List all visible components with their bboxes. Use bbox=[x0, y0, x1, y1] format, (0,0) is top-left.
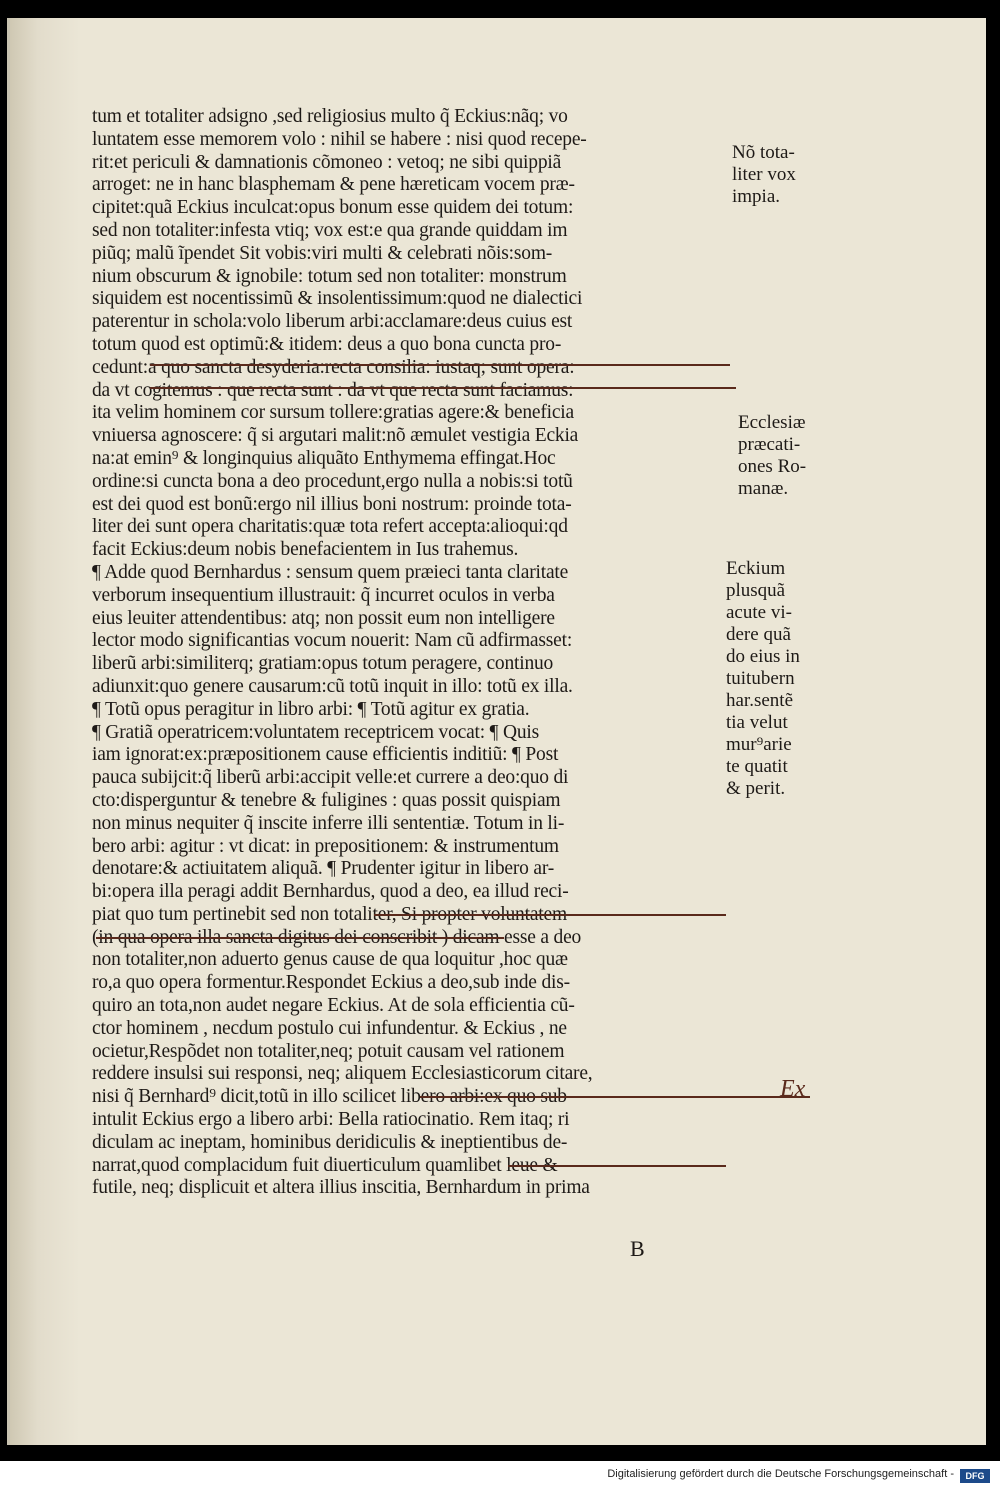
text-line: intulit Eckius ergo a libero arbi: Bella ratiocinatio. Rem itaq; ri bbox=[92, 1109, 570, 1131]
text-line: vniuersa agnoscere: q̃ si argutari malit:nõ æmulet vestigia Eckia bbox=[92, 425, 579, 447]
text-line: liberũ arbi:similiterq; gratiam:opus totum peragere, continuo bbox=[92, 653, 554, 675]
text-line: arroget: ne in hanc blasphemam & pene hæreticam vocem præ- bbox=[92, 174, 575, 196]
margin-note-line: manæ. bbox=[738, 478, 789, 499]
handwritten-underline bbox=[508, 1165, 726, 1167]
text-line: ctor hominem , necdum postulo cui infundentur. & Eckius , ne bbox=[92, 1017, 567, 1039]
text-line: da vt cogitemus : que recta sunt : da vt que recta sunt faciamus: bbox=[92, 379, 574, 401]
footer-bar bbox=[0, 1461, 1000, 1491]
text-line: ordine:si cuncta bona a deo procedunt,ergo nulla a nobis:si totũ bbox=[92, 470, 573, 492]
margin-note-line: plusquã bbox=[726, 580, 786, 601]
text-line: cipitet:quã Eckius inculcat:opus bonum esse quidem dei totum: bbox=[92, 197, 574, 219]
text-line: eius leuiter attendentibus: atq; non possit eum non intelligere bbox=[92, 607, 555, 629]
text-line: liter dei sunt opera charitatis:quæ tota refert accepta:alioqui:qd bbox=[92, 516, 568, 538]
text-line: ro,a quo opera formentur.Respondet Eckius a deo,sub inde dis- bbox=[92, 972, 570, 994]
footer-credit: Digitalisierung gefördert durch die Deutsche Forschungsgemeinschaft - bbox=[607, 1468, 954, 1480]
margin-note-tota-liter bbox=[732, 142, 796, 208]
margin-note-line: impia. bbox=[732, 186, 781, 207]
text-line: non minus nequiter q̃ inscite inferre illi sententiæ. Totum in li- bbox=[92, 812, 565, 834]
margin-note-line: dere quã bbox=[726, 624, 791, 645]
dfg-logo: DFG bbox=[960, 1469, 990, 1483]
handwritten-underline bbox=[420, 1096, 810, 1098]
text-line: (in qua opera illa sancta digitus dei conscribit ) dicam esse a deo bbox=[92, 926, 582, 948]
handwritten-underline bbox=[150, 387, 736, 389]
text-line: bero arbi: agitur : vt dicat: in prepositionem: & instrumentum bbox=[92, 835, 559, 857]
margin-note-line: tia velut bbox=[726, 712, 788, 733]
signature-mark: B bbox=[630, 1236, 645, 1261]
text-line: narrat,quod complacidum fuit diuerticulum quamlibet leue & bbox=[92, 1154, 558, 1176]
text-line: ¶ Adde quod Bernhardus : sensum quem præieci tanta claritate bbox=[92, 561, 569, 583]
margin-note-line: liter vox bbox=[732, 164, 796, 185]
text-line: lector modo significantias vocum nouerit: Nam cũ adfirmasset: bbox=[92, 630, 573, 652]
text-line: nisi q̃ Bernhard⁹ dicit,totũ in illo scilicet libero arbi:ex quo sub- bbox=[92, 1086, 574, 1108]
handwritten-underline bbox=[96, 937, 504, 939]
text-line: denotare:& actiuitatem aliquã. ¶ Prudenter igitur in libero ar- bbox=[92, 858, 555, 880]
text-line: rit:et periculi & damnationis cõmoneo : vetoq; ne sibi quippiã bbox=[92, 151, 562, 173]
margin-note-eckium bbox=[726, 558, 800, 800]
text-line: sed non totaliter:infesta vtiq; vox est:e qua grande quiddam im bbox=[92, 219, 568, 241]
margin-note-line: acute vi- bbox=[726, 602, 792, 623]
text-line: ¶ Gratiã operatricem:voluntatem receptricem vocat: ¶ Quis bbox=[92, 721, 540, 743]
text-line: verborum insequentium illustrauit: q̃ incurret oculos in verba bbox=[92, 584, 555, 606]
margin-note-line: Ecclesiæ bbox=[738, 412, 806, 433]
page-binding-shadow bbox=[10, 18, 80, 1445]
margin-note-line: & perit. bbox=[726, 778, 786, 799]
text-line: totum quod est optimũ:& itidem: deus a quo bona cuncta pro- bbox=[92, 333, 562, 355]
margin-note-line: ones Ro- bbox=[738, 456, 807, 477]
margin-note-line: Eckium bbox=[726, 558, 786, 579]
text-line: ocietur,Respõdet non totaliter,neq; potuit causam vel rationem bbox=[92, 1040, 565, 1062]
margin-note-line: præcati- bbox=[738, 434, 801, 455]
margin-note-line: tuitubern bbox=[726, 668, 795, 689]
text-line: tum et totaliter adsigno ,sed religiosius multo q̃ Eckius:nãq; vo bbox=[92, 106, 568, 127]
margin-note-line: Nõ tota- bbox=[732, 142, 795, 163]
text-line: bi:opera illa peragi addit Bernhardus, quod a deo, ea illud reci- bbox=[92, 881, 569, 903]
margin-note-line: mur⁹arie bbox=[726, 734, 792, 755]
text-line: non totaliter,non aduerto genus cause de qua loquitur ,hoc quæ bbox=[92, 949, 568, 971]
text-line: reddere insulsi sui responsi, neq; aliquem Ecclesiasticorum citare, bbox=[92, 1063, 593, 1085]
margin-note-line: te quatit bbox=[726, 756, 788, 777]
text-line: na:at emin⁹ & longinquius aliquãto Enthymema effingat.Hoc bbox=[92, 447, 556, 469]
text-line: ita velim hominem cor sursum tollere:gratias agere:& beneficia bbox=[92, 402, 574, 424]
text-line: facit Eckius:deum nobis benefacientem in Ius trahemus. bbox=[92, 539, 519, 561]
text-line: siquidem est nocentissimũ & insolentissimum:quod ne dialectici bbox=[92, 288, 583, 310]
margin-note-line: do eius in bbox=[726, 646, 800, 667]
text-line: adiunxit:quo genere causarum:cũ totũ inquit in illo: totũ ex illa. bbox=[92, 675, 573, 697]
text-line: diculam ac ineptam, hominibus deridiculis & ineptientibus de- bbox=[92, 1131, 568, 1153]
text-line: ¶ Totũ opus peragitur in libro arbi: ¶ Totũ agitur ex gratia. bbox=[92, 698, 530, 720]
main-text-block bbox=[92, 106, 728, 1200]
text-line: luntatem esse memorem volo : nihil se habere : nisi quod recepe- bbox=[92, 128, 587, 150]
text-line: iam ignorat:ex:præpositionem cause efficientis inditiũ: ¶ Post bbox=[92, 744, 559, 766]
text-line: quiro an tota,non audet negare Eckius. At de sola efficientia cũ- bbox=[92, 995, 575, 1017]
text-line: pauca subijcit:q̃ liberũ arbi:accipit velle:et currere a deo:quo di bbox=[92, 767, 569, 789]
text-line: est dei quod est bonũ:ergo nil illius boni nostrum: proinde tota- bbox=[92, 493, 572, 515]
text-line: piat quo tum pertinebit sed non totaliter, Si propter voluntatem bbox=[92, 903, 567, 925]
margin-note-line: har.sentẽ bbox=[726, 690, 794, 711]
margin-note-ecclesiae bbox=[738, 412, 806, 500]
text-line: cto:disperguntur & tenebre & fuligines : quas possit quispiam bbox=[92, 789, 561, 811]
marginal-scribble: Ex bbox=[780, 1076, 806, 1102]
book-page bbox=[7, 18, 986, 1445]
handwritten-underline bbox=[374, 914, 726, 916]
handwritten-underline bbox=[150, 364, 730, 366]
text-line: paterentur in schola:volo liberum arbi:acclamare:deus cuius est bbox=[92, 311, 573, 333]
text-line: cedunt:a quo sancta desyderia:recta consilia: iustaq; sunt opera: bbox=[92, 356, 575, 378]
text-line: piũq; malũ ĩpendet Sit vobis:viri multi & celebrati nõis:som- bbox=[92, 242, 553, 264]
text-line: futile, neq; displicuit et altera illius inscitia, Bernhardum in prima bbox=[92, 1177, 590, 1199]
text-line: nium obscurum & ignobile: totum sed non totaliter: monstrum bbox=[92, 265, 567, 287]
